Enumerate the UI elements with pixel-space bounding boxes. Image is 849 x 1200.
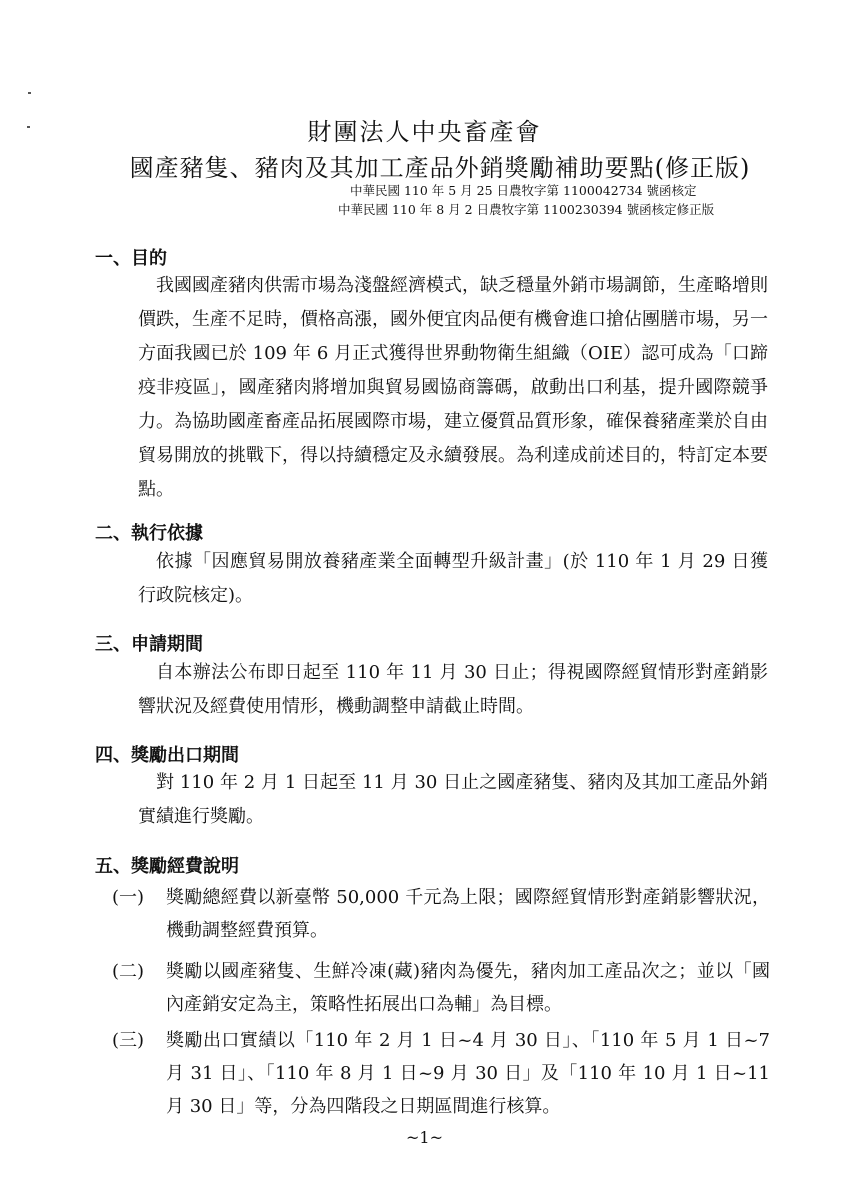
funding-item-number: (二) bbox=[112, 961, 145, 982]
funding-item-text: 獎勵總經費以新臺幣 50,000 千元為上限；國際經貿情形對產銷影響狀況，機動調整經費預算。 bbox=[166, 887, 770, 941]
section-heading-application-period: 三、申請期間 bbox=[95, 634, 203, 655]
section-heading-export-period: 四、獎勵出口期間 bbox=[95, 745, 239, 766]
approval-line-2: 中華民國 110 年 8 月 2 日農牧字第 1100230394 號函核定修正版 bbox=[338, 202, 715, 217]
section-heading-basis: 二、執行依據 bbox=[95, 523, 203, 544]
section-heading-purpose: 一、目的 bbox=[95, 248, 167, 269]
funding-item-text: 獎勵出口實績以「110 年 2 月 1 日~4 月 30 日」、「110 年 5 月 1 日~7 月 31 日」、「110 年 8 月 1 日~9 月 30 日」及「110 年 10 月 1 日~11 月 30 日」等，分為四階段之日期區間進行核算。 bbox=[166, 1030, 770, 1117]
funding-item-text: 獎勵以國產豬隻、生鮮冷凍(藏)豬肉為優先，豬肉加工產品次之；並以「國內產銷安定為主，策略性拓展出口為輔」為目標。 bbox=[166, 961, 770, 1015]
section-body-purpose: 我國國產豬肉供需市場為淺盤經濟模式，缺乏穩量外銷市場調節，生產略增則價跌，生產不足時，價格高漲，國外便宜肉品便有機會進口搶佔團膳市場，另一方面我國已於 109 年 6 月正式獲得世界動物衛生組織（OIE）認可成為「口蹄疫非疫區」，國產豬肉將增加與貿易國協商籌碼，啟動出口利基，提升國際競爭力。為協助國產畜產品拓展國際市場，建立優質品質形象，確保養豬產業於自由貿易開放的挑戰下，得以持續穩定及永續發展。為利達成前述目的，特訂定本要點。 bbox=[138, 275, 768, 500]
section-heading-funding: 五、獎勵經費說明 bbox=[95, 856, 239, 877]
approval-line-1: 中華民國 110 年 5 月 25 日農牧字第 1100042734 號函核定 bbox=[350, 183, 697, 198]
section-body-export-period: 對 110 年 2 月 1 日起至 11 月 30 日止之國產豬隻、豬肉及其加工產品外銷實績進行獎勵。 bbox=[138, 772, 768, 827]
document-subtitle: 國產豬隻、豬肉及其加工產品外銷獎勵補助要點(修正版) bbox=[129, 154, 751, 182]
organization-title: 財團法人中央畜產會 bbox=[307, 118, 542, 146]
section-body-application-period: 自本辦法公布即日起至 110 年 11 月 30 日止；得視國際經貿情形對產銷影響狀況及經費使用情形，機動調整申請截止時間。 bbox=[138, 662, 768, 717]
funding-item-number: (一) bbox=[112, 887, 145, 908]
funding-item-number: (三) bbox=[112, 1030, 145, 1051]
scan-speck bbox=[28, 92, 31, 94]
section-body-basis: 依據「因應貿易開放養豬產業全面轉型升級計畫」(於 110 年 1 月 29 日獲行政院核定)。 bbox=[138, 551, 769, 606]
page-number: ~1~ bbox=[406, 1128, 443, 1147]
